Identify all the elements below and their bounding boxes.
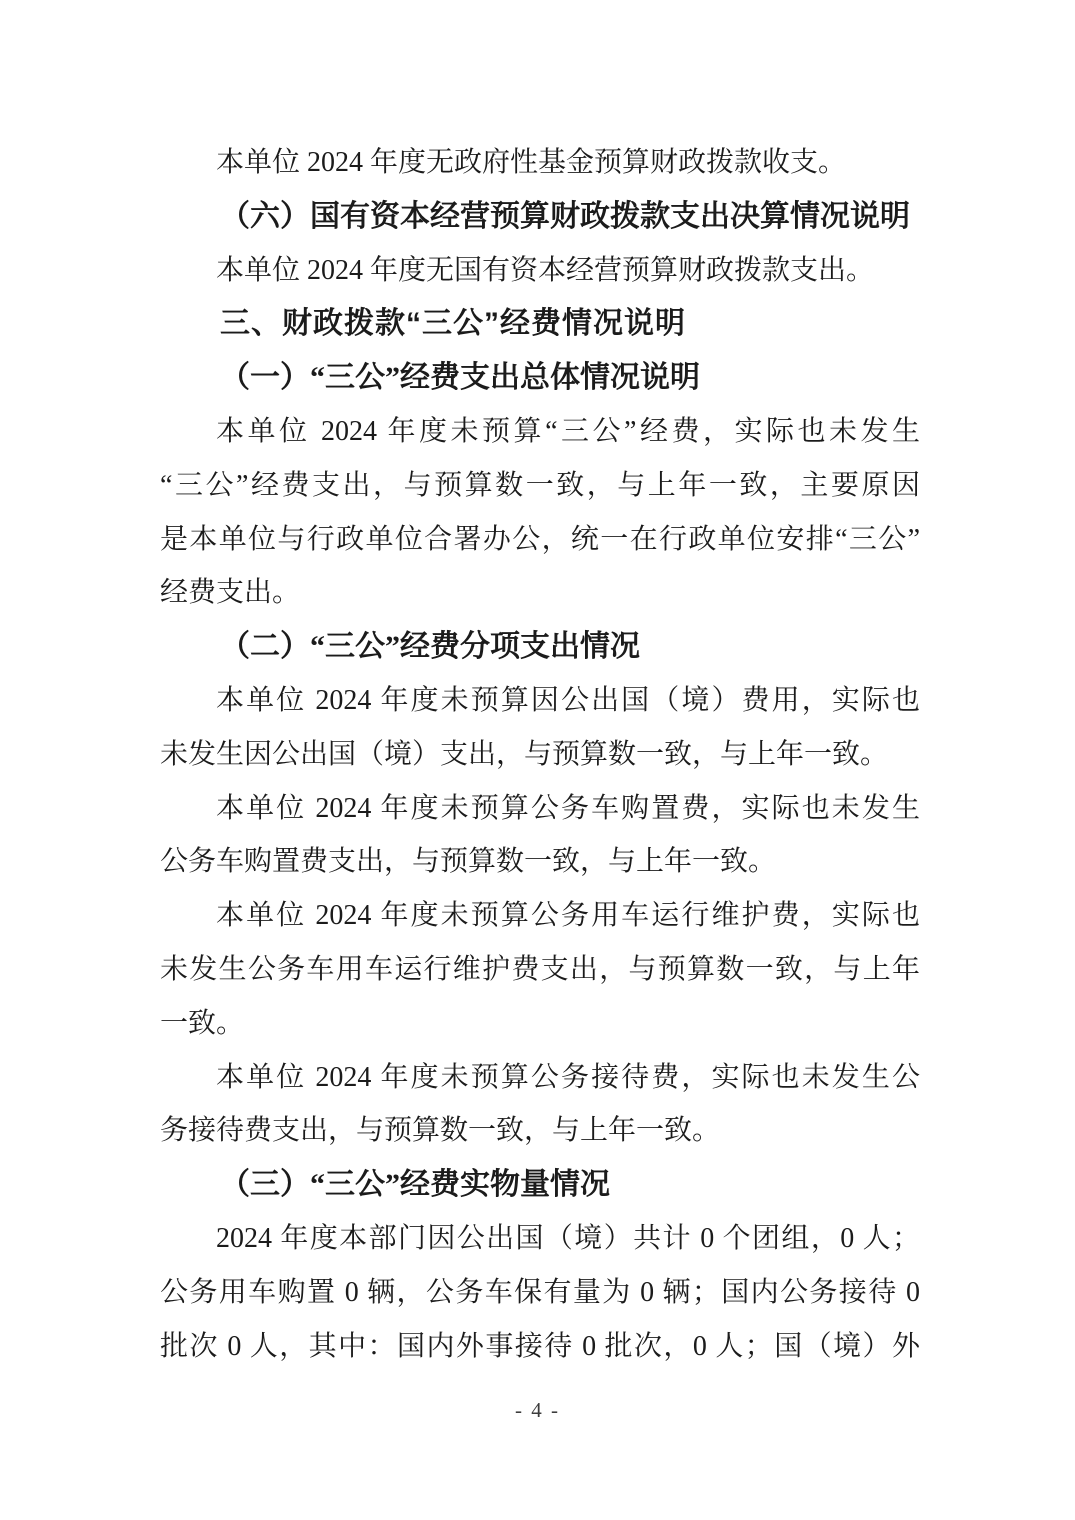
paragraph-line: 未发生公务车用车运行维护费支出，与预算数一致，与上年 [160, 953, 920, 985]
subsection-heading: （二）“三公”经费分项支出情况 [220, 630, 640, 664]
paragraph-line: 本单位 2024 年度无国有资本经营预算财政拨款支出。 [216, 254, 875, 286]
text-column [160, 136, 920, 1373]
paragraph-line: 未发生因公出国（境）支出，与预算数一致，与上年一致。 [160, 738, 889, 770]
subsection-heading: （三）“三公”经费实物量情况 [220, 1168, 610, 1202]
paragraph-line: 是本单位与行政单位合署办公，统一在行政单位安排“三公” [160, 523, 920, 555]
paragraph-line: 经费支出。 [160, 577, 301, 609]
paragraph-line: 本单位 2024 年度无政府性基金预算财政拨款收支。 [216, 147, 847, 178]
paragraph-line: 本单位 2024 年度未预算“三公”经费，实际也未发生 [216, 415, 920, 447]
paragraph-line: 公务用车购置 0 辆，公务车保有量为 0 辆；国内公务接待 0 [160, 1276, 920, 1308]
paragraph-line: 务接待费支出，与预算数一致，与上年一致。 [160, 1115, 721, 1147]
paragraph-line: 批次 0 人，其中：国内外事接待 0 批次，0 人；国（境）外 [160, 1330, 920, 1362]
subsection-heading: （一）“三公”经费支出总体情况说明 [220, 361, 700, 395]
paragraph-line: 本单位 2024 年度未预算因公出国（境）费用，实际也 [216, 684, 920, 716]
paragraph-line: 一致。 [160, 1007, 245, 1039]
section-heading: 三、财政拨款“三公”经费情况说明 [220, 307, 686, 341]
paragraph-line: “三公”经费支出，与预算数一致，与上年一致，主要原因 [160, 469, 920, 501]
paragraph-line: 公务车购置费支出，与预算数一致，与上年一致。 [160, 846, 777, 878]
paragraph-line: 2024 年度本部门因公出国（境）共计 0 个团组，0 人； [216, 1222, 920, 1254]
paragraph-line: 本单位 2024 年度未预算公务接待费，实际也未发生公 [216, 1061, 920, 1093]
paragraph-line: 本单位 2024 年度未预算公务车购置费，实际也未发生 [216, 792, 920, 824]
page-number: - 4 - [515, 1398, 560, 1422]
subsection-heading: （六）国有资本经营预算财政拨款支出决算情况说明 [220, 199, 910, 233]
paragraph-line: 本单位 2024 年度未预算公务用车运行维护费，实际也 [216, 900, 920, 932]
